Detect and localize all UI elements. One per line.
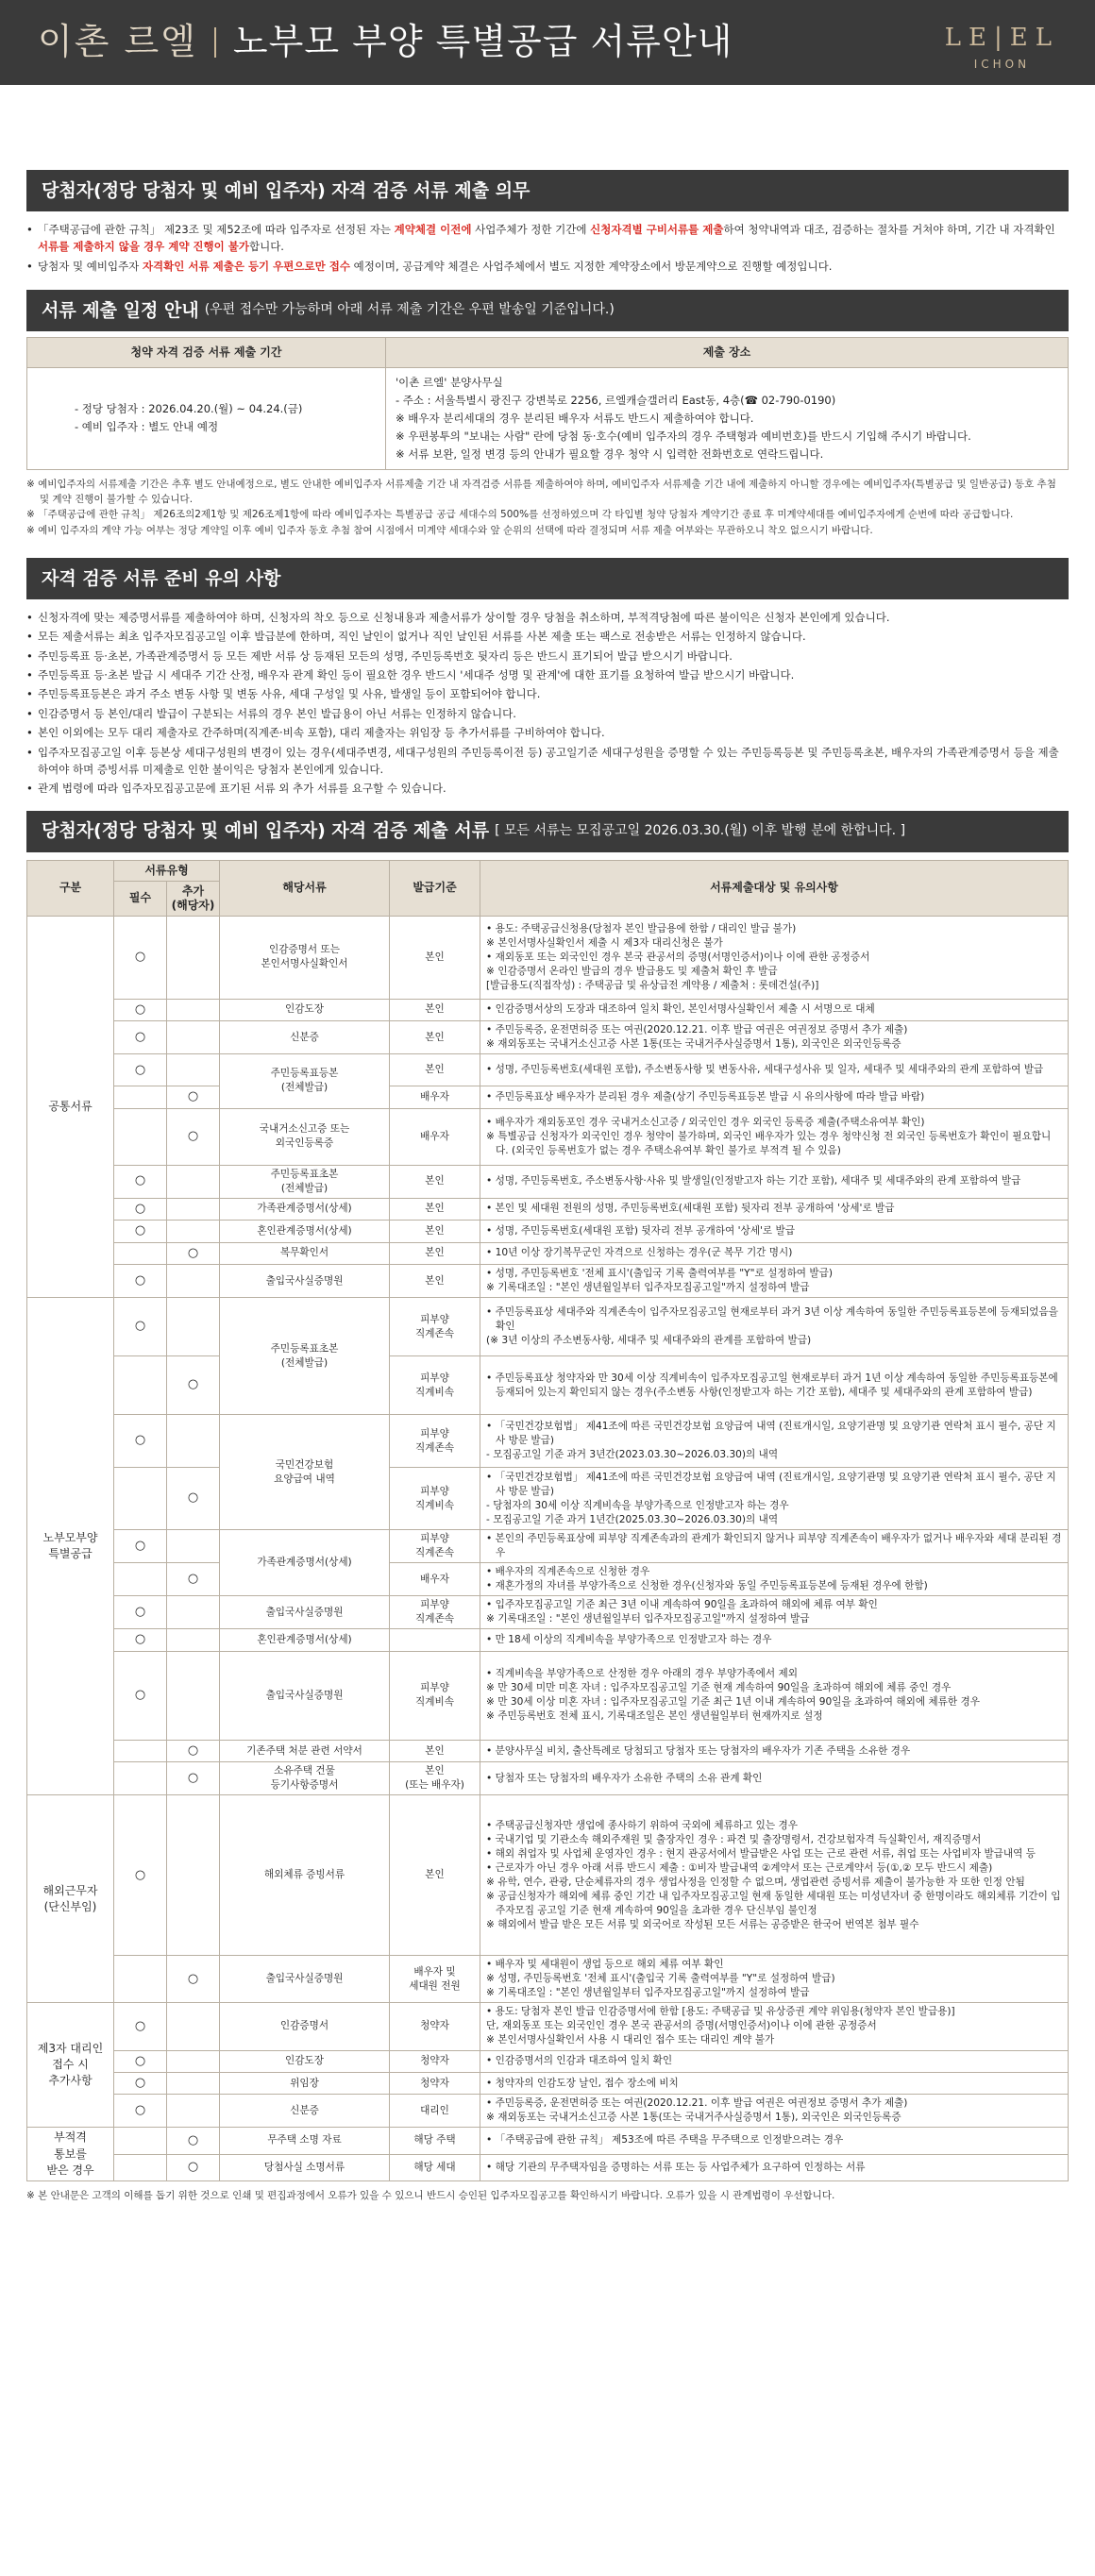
condition-line: • 주민등록표상 배우자가 분리된 경우 제출(상기 주민등록표등본 발급 시 유의사항에 따라 발급 바람) (486, 1090, 925, 1103)
document-row (27, 1563, 1069, 1596)
required-mark: ○ (114, 1629, 167, 1651)
condition-line: • 분양사무실 비치, 출산특례로 당첨되고 당첨자 또는 당첨자의 배우자가 기존 주택을 소유한 경우 (486, 1744, 911, 1757)
additional-mark (167, 1165, 220, 1198)
footnote: ※ 본 안내문은 고객의 이해를 돕기 위한 것으로 인쇄 및 편집과정에서 오류가 있을 수 있으니 반드시 승인된 입주자모집공고를 확인하시기 바랍니다. 오류가 있을 시 관계법령이 우선합니다. (26, 2189, 835, 2201)
document-row (27, 916, 1069, 999)
schedule-period: - 정당 당첨자 : 2026.04.20.(월) ~ 04.24.(금) - 예비 입주자 : 별도 안내 예정 (27, 367, 386, 469)
required-mark (114, 1563, 167, 1596)
conditions (480, 1086, 1069, 1108)
caution-item: • 인감증명서 등 본인/대리 발급이 구분되는 서류의 경우 본인 발급용이 아닌 서류는 인정하지 않습니다. (26, 705, 1069, 722)
document-name: 소유주택 건물 등기사항증명서 (220, 1762, 390, 1795)
issuance-basis: 피부양 직계존속 (390, 1415, 480, 1468)
condition-line: • 성명, 주민등록번호(세대원 포함), 주소변동사항 및 변동사유, 세대구성사유 및 일자, 세대주 및 세대주와의 관계 포함하여 발급 (486, 1064, 1044, 1076)
issuance-basis: 피부양 직계비속 (390, 1651, 480, 1740)
condition-line: • 근로자가 아닌 경우 아래 서류 반드시 제출 : ①비자 발급내역 ②계약서 또는 근로계약서 등(①,② 모두 반드시 제출) (486, 1861, 993, 1874)
page-title: 노부모 부양 특별공급 서류안내 (232, 21, 733, 63)
document-name: 신분증 (220, 1021, 390, 1054)
issuance-basis: 피부양 직계존속 (390, 1298, 480, 1356)
conditions (480, 2154, 1069, 2180)
document-name: 출입국사실증명원 (220, 1956, 390, 2003)
schedule-col-period: 청약 자격 검증 서류 제출 기간 (27, 338, 386, 368)
condition-line: • 당첨자 또는 당첨자의 배우자가 소유한 주택의 소유 관계 확인 (486, 1772, 763, 1784)
obligation-list (26, 221, 1069, 275)
condition-line: • 주택공급신청자만 생업에 종사하기 위하여 국외에 체류하고 있는 경우 (486, 1819, 798, 1831)
additional-mark: ○ (167, 1956, 220, 2003)
additional-mark (167, 1596, 220, 1629)
additional-mark (167, 1198, 220, 1220)
conditions (480, 1021, 1069, 1054)
required-mark: ○ (114, 999, 167, 1020)
issuance-basis: 본인 (390, 916, 480, 999)
document-row (27, 2072, 1069, 2094)
required-mark (114, 1108, 167, 1165)
document-row (27, 1629, 1069, 1651)
document-row (27, 1221, 1069, 1242)
condition-line: ※ 본인서명사실확인서 사용 시 대리인 접수 또는 대리인 계약 불가 (486, 2034, 775, 2046)
conditions (480, 1530, 1069, 1563)
brand-name: 이촌 르엘 (38, 21, 197, 63)
section-schedule-title: 서류 제출 일정 안내 (우편 접수만 가능하며 아래 서류 제출 기간은 우편 발송일 기준입니다.) (26, 290, 1069, 331)
condition-line: • 배우자가 재외동포인 경우 국내거소신고증 / 외국인인 경우 외국인 등록증 제출(주택소유여부 확인) (486, 1116, 925, 1128)
document-row (27, 1108, 1069, 1165)
issuance-basis: 본인 (390, 1165, 480, 1198)
condition-line: ※ 만 30세 이상 미혼 자녀 : 입주자모집공고일 기준 최근 1년 이내 계속하여 90일을 초과하여 해외에 체류한 경우 (486, 1696, 980, 1709)
section-obligation-title: 당첨자(정당 당첨자 및 예비 입주자) 자격 검증 서류 제출 의무 (26, 170, 1069, 211)
additional-mark (167, 1415, 220, 1468)
condition-line: ※ 인감증명서 온라인 발급의 경우 발급용도 및 제출처 확인 후 발급 (486, 965, 778, 977)
required-mark: ○ (114, 1021, 167, 1054)
logo-mark: LE|EL (944, 24, 1059, 52)
document-row (27, 1298, 1069, 1356)
conditions (480, 1265, 1069, 1298)
condition-line: • 10년 이상 장기복무군인 자격으로 신청하는 경우(군 복무 기간 명시) (486, 1247, 793, 1259)
document-row (27, 1415, 1069, 1468)
col-doc-type: 서류유형 (114, 860, 220, 881)
additional-mark (167, 1651, 220, 1740)
document-row (27, 1468, 1069, 1530)
condition-line: ※ 해외에서 발급 받은 모든 서류 및 외국어로 작성된 모든 서류는 공증받은 한국어 번역본 첨부 필수 (486, 1918, 919, 1930)
caution-item: • 주민등록표등본은 과거 주소 변동 사항 및 변동 사유, 세대 구성일 및 사유, 발생일 등이 포함되어야 합니다. (26, 685, 1069, 702)
document-name: 가족관계증명서(상세) (220, 1530, 390, 1596)
col-group: 구분 (27, 860, 114, 916)
document-name: 해외체류 증빙서류 (220, 1795, 390, 1956)
additional-mark: ○ (167, 2154, 220, 2180)
document-name: 가족관계증명서(상세) (220, 1198, 390, 1220)
required-mark (114, 2154, 167, 2180)
condition-line: • 「국민건강보험법」 제41조에 따른 국민건강보험 요양급여 내역 (진료개시일, 요양기관명 및 요양기관 연락처 표시 필수, 공단 지사 방문 발급) (486, 1421, 1056, 1447)
issuance-basis: 청약자 (390, 2050, 480, 2072)
document-name: 복무확인서 (220, 1242, 390, 1264)
document-name: 주민등록표초본 (전체발급) (220, 1165, 390, 1198)
required-mark: ○ (114, 1054, 167, 1086)
conditions (480, 2003, 1069, 2050)
condition-line: • 주민등록증, 운전면허증 또는 여권(2020.12.21. 이후 발급 여권은 여권정보 증명서 추가 제출) (486, 2097, 908, 2110)
required-mark: ○ (114, 2003, 167, 2050)
document-row (27, 2050, 1069, 2072)
document-row (27, 2095, 1069, 2128)
condition-line: • 주민등록표상 세대주와 직계존속이 입주자모집공고일 현재로부터 과거 3년 이상 계속하여 동일한 주민등록표등본에 등재되었음을 확인 (486, 1306, 1059, 1333)
document-row (27, 1651, 1069, 1740)
caution-item: • 주민등록표 등·초본 발급 시 세대주 기간 산정, 배우자 관계 확인 등이 필요한 경우 반드시 '세대주 성명 및 관계'에 대한 표기를 요청하여 발급 받으시기 바랍니다. (26, 666, 1069, 683)
document-name: 주민등록표초본 (전체발급) (220, 1298, 390, 1415)
condition-line: • 주민등록표상 청약자와 만 30세 이상 직계비속이 입주자모집공고일 현재로부터 과거 1년 이상 계속하여 동일한 주민등록표등본에 등재되어 있는지 확인되지 않는 경우(주소변동 사항(인정받고자 하는 기간 포함), 세대주 및 세대주와의 관계 포함하여 발급) (486, 1372, 1058, 1398)
condition-line: ※ 기록대조일 : "본인 생년월일부터 입주자모집공고일"까지 설정하여 발급 (486, 1987, 810, 1999)
condition-line: • 「주택공급에 관한 규칙」 제53조에 따른 주택을 무주택으로 인정받으려는 경우 (486, 2134, 844, 2147)
additional-mark: ○ (167, 1762, 220, 1795)
condition-line: • 재혼가정의 자녀를 부양가족으로 신청한 경우(신청자와 동일 주민등록표등본에 등재된 경우에 한함) (486, 1580, 928, 1592)
issuance-basis: 본인 (390, 1795, 480, 1956)
required-mark: ○ (114, 1530, 167, 1563)
condition-line: • 본인의 주민등록표상에 피부양 직계존속과의 관계가 확인되지 않거나 피부양 직계존속이 배우자가 없거나 배우자와 세대 분리된 경우 (486, 1533, 1062, 1559)
condition-line: • 인감증명서상의 도장과 대조하여 일치 확인, 본인서명사실확인서 제출 시 서명으로 대체 (486, 1003, 875, 1016)
required-mark (114, 1242, 167, 1264)
issuance-basis: 본인 (390, 1740, 480, 1761)
logo-sub: ICHON (973, 58, 1031, 72)
condition-line: 단, 재외동포 또는 외국인인 경우 본국 관공서의 증명(서명인증서)이나 이에 관한 공정증서 (486, 2020, 877, 2032)
schedule-place: '이촌 르엘' 분양사무실 - 주소 : 서울특별시 광진구 강변북로 2256, 르엘캐슬갤러리 East동, 4층(☎ 02-790-0190) ※ 배우자 분리세대의 경우 분리된 배우자 서류도 반드시 제출하여야 합니다. ※ 우편봉투의 "보내는 사람" 란에 당첨 동·호수(예비 입주자의 경우 주택형과 예비번호)를 반드시 기입해 주시기 바랍니다. ※ 서류 보완, 일정 변경 등의 안내가 필요할 경우 청약 시 입력한 전화번호로 연락드립니다. (386, 367, 1069, 469)
document-row (27, 1530, 1069, 1563)
required-mark (114, 1468, 167, 1530)
document-row (27, 1265, 1069, 1298)
document-name: 당첨사실 소명서류 (220, 2154, 390, 2180)
additional-mark: ○ (167, 1086, 220, 1108)
document-row (27, 1956, 1069, 2003)
issuance-basis: 해당 세대 (390, 2154, 480, 2180)
col-conditions: 서류제출대상 및 유의사항 (480, 860, 1069, 916)
condition-line: • 성명, 주민등록번호(세대원 포함) 뒷자리 전부 공개하여 '상세'로 발급 (486, 1224, 795, 1237)
conditions (480, 1415, 1069, 1468)
document-row (27, 1356, 1069, 1415)
conditions (480, 1651, 1069, 1740)
condition-line: ※ 유학, 연수, 관광, 단순체류자의 경우 생업사정을 인정할 수 없으며, 생업관련 증빙서류 제출이 불가능한 자 또한 인정 안됨 (486, 1876, 1025, 1888)
condition-line: • 용도: 당첨자 본인 발급 인감증명서에 한함 [용도: 주택공급 및 유상증권 계약 위임용(청약자 본인 발급용)] (486, 2006, 955, 2018)
condition-line: • 「국민건강보험법」 제41조에 따른 국민건강보험 요양급여 내역 (진료개시일, 요양기관명 및 요양기관 연락처 표시 필수, 공단 지사 방문 발급) (486, 1471, 1056, 1497)
issuance-basis: 본인 (390, 999, 480, 1020)
conditions (480, 1165, 1069, 1198)
obligation-item: • 「주택공급에 관한 규칙」 제23조 및 제52조에 따라 입주자로 선정된 자는 계약체결 이전에 사업주체가 정한 기간에 신청자격별 구비서류를 제출하여 청약내역과 대조, 검증하는 절차를 거쳐야 하며, 기간 내 자격확인 서류를 제출하지 않을 경우 계약 진행이 불가합니다. (26, 221, 1069, 256)
document-name: 국내거소신고증 또는 외국인등록증 (220, 1108, 390, 1165)
condition-line: • 성명, 주민등록번호 '전체 표시'(출입국 기록 출력여부를 "Y"로 설정하여 발급) (486, 1268, 834, 1280)
required-mark: ○ (114, 1198, 167, 1220)
issuance-basis: 본인 (390, 1198, 480, 1220)
additional-mark: ○ (167, 1468, 220, 1530)
required-mark: ○ (114, 1415, 167, 1468)
document-name: 인감증명서 (220, 2003, 390, 2050)
required-mark: ○ (114, 2050, 167, 2072)
conditions (480, 1198, 1069, 1220)
condition-line: • 인감증명서의 인감과 대조하여 일치 확인 (486, 2055, 673, 2067)
document-row (27, 999, 1069, 1020)
condition-line: • 재외동포 또는 외국인인 경우 본국 관공서의 증명(서명인증서)이나 이에 관한 공정증서 (486, 951, 870, 963)
condition-line: ※ 기록대조일 : "본인 생년월일부터 입주자모집공고일"까지 설정하여 발급 (486, 1613, 810, 1625)
caution-list (26, 609, 1069, 798)
condition-line: • 배우자의 직계존속으로 신청한 경우 (486, 1566, 650, 1578)
issuance-basis: 청약자 (390, 2003, 480, 2050)
conditions (480, 2128, 1069, 2154)
condition-line: - 모집공고일 기준 과거 3년간(2023.03.30~2026.03.30)의 내역 (486, 1449, 779, 1461)
condition-line: • 용도: 주택공급신청용(당첨자 본인 발급용에 한함 / 대리인 발급 불가) (486, 922, 797, 934)
additional-mark (167, 1265, 220, 1298)
condition-line: • 만 18세 이상의 직계비속을 부양가족으로 인정받고자 하는 경우 (486, 1634, 772, 1646)
conditions (480, 1298, 1069, 1356)
conditions (480, 1468, 1069, 1530)
required-mark: ○ (114, 916, 167, 999)
col-required: 필수 (114, 881, 167, 916)
conditions (480, 1242, 1069, 1264)
caution-item: • 모든 제출서류는 최초 입주자모집공고일 이후 발급분에 한하며, 직인 날인이 없거나 직인 날인된 서류를 사본 제출 또는 팩스로 전송받은 서류는 인정하지 않습니다. (26, 628, 1069, 645)
additional-mark: ○ (167, 1242, 220, 1264)
document-name: 출입국사실증명원 (220, 1265, 390, 1298)
col-document: 해당서류 (220, 860, 390, 916)
conditions (480, 2095, 1069, 2128)
additional-mark (167, 1530, 220, 1563)
required-mark (114, 1356, 167, 1415)
condition-line: • 성명, 주민등록번호, 주소변동사항·사유 및 발생일(인정받고자 하는 기간 포함), 세대주 및 세대주와의 관계 포함하여 발급 (486, 1175, 1021, 1187)
condition-line: [발급용도(직접작성) : 주택공급 및 유상급전 계약용 / 제출처 : 롯데건설(주)] (486, 979, 819, 991)
required-mark: ○ (114, 1596, 167, 1629)
document-row (27, 1165, 1069, 1198)
document-row (27, 1795, 1069, 1956)
conditions (480, 1108, 1069, 1165)
section-documents-title: 당첨자(정당 당첨자 및 예비 입주자) 자격 검증 제출 서류 [ 모든 서류는 모집공고일 2026.03.30.(월) 이후 발행 분에 한합니다. ] (26, 811, 1069, 852)
condition-line: ※ 재외동포는 국내거소신고증 사본 1통(또는 국내거주사실증명서 1통), 외국인은 외국인등록증 (486, 2112, 901, 2124)
additional-mark (167, 1298, 220, 1356)
condition-line: ※ 만 30세 미만 미혼 자녀 : 입주자모집공고일 기준 현재 계속하여 90일을 초과하여 해외에 체류 중인 경우 (486, 1682, 952, 1694)
schedule-notes: ※ 예비입주자의 서류제출 기간은 추후 별도 안내예정으로, 별도 안내한 예비입주자 서류제출 기간 내 자격검증 서류를 제출하여야 하며, 예비입주자 서류제출 기간 내에 제출하지 아니할 경우에는 예비입주자(특별공급 및 일반공급) 동호 추첨 및 계약 진행이 불가할 수 있습니다. ※ 「주택공급에 관한 규칙」 제26조의2제1항 및 제26조제1항에 따라 예비입주자는 특별공급 공급 세대수의 500%를 선정하였으며 각 타입별 청약 당첨자 계약기간 종료 후 미계약세대를 예비입주자에게 순번에 따라 공급합니다. ※ 예비 입주자의 계약 가능 여부는 정당 계약일 이후 예비 입주자 동호 추첨 참여 시점에서 미계약 세대수와 앞 순위의 선택에 따라 결정되며 서류 제출 여부와는 무관하오니 착오 없으시기 바랍니다. (26, 478, 1056, 537)
document-name: 혼인관계증명서(상세) (220, 1221, 390, 1242)
required-mark (114, 1956, 167, 2003)
schedule-table (26, 337, 1069, 470)
document-name: 혼인관계증명서(상세) (220, 1629, 390, 1651)
conditions (480, 1629, 1069, 1651)
document-name: 위임장 (220, 2072, 390, 2094)
additional-mark (167, 2003, 220, 2050)
condition-line: • 배우자 및 세대원이 생업 등으로 해외 체류 여부 확인 (486, 1959, 724, 1971)
issuance-basis: 피부양 직계비속 (390, 1468, 480, 1530)
issuance-basis: 배우자 (390, 1086, 480, 1108)
condition-line: • 입주자모집공고일 기준 최근 3년 이내 계속하여 90일을 초과하여 해외에 체류 여부 확인 (486, 1599, 878, 1611)
document-row (27, 2128, 1069, 2154)
condition-line: • 청약자의 인감도장 날인, 접수 장소에 비치 (486, 2077, 679, 2089)
required-mark: ○ (114, 1795, 167, 1956)
caution-item: • 신청자격에 맞는 제증명서류를 제출하여야 하며, 신청자의 착오 등으로 신청내용과 제출서류가 상이할 경우 당첨을 취소하며, 부적격당첨에 따른 불이익은 신청자 본인에게 있습니다. (26, 609, 1069, 626)
caution-item: • 주민등록표 등·초본, 가족관계증명서 등 모든 제반 서류 상 등재된 모든의 성명, 주민등록번호 뒷자리 등은 반드시 표기되어 발급 받으시기 바랍니다. (26, 648, 1069, 665)
condition-line: (※ 3년 이상의 주소변동사항, 세대주 및 세대주와의 관계를 포함하여 발급) (486, 1335, 812, 1347)
condition-line: ※ 본인서명사실확인서 제출 시 제3자 대리신청은 불가 (486, 936, 723, 949)
category-cell: 제3자 대리인 접수 시 추가사항 (27, 2003, 114, 2128)
document-row (27, 1054, 1069, 1086)
required-mark (114, 1762, 167, 1795)
additional-mark (167, 999, 220, 1020)
category-cell: 부적격 통보를 받은 경우 (27, 2128, 114, 2180)
condition-line: • 본인 및 세대원 전원의 성명, 주민등록번호(세대원 포함) 뒷자리 전부 공개하여 '상세'로 발급 (486, 1203, 895, 1215)
document-name: 인감도장 (220, 2050, 390, 2072)
issuance-basis: 청약자 (390, 2072, 480, 2094)
conditions (480, 1740, 1069, 1761)
content (0, 85, 1095, 2202)
category-cell: 해외근무자 (단신부임) (27, 1795, 114, 2003)
col-basis: 발급기준 (390, 860, 480, 916)
condition-line: ※ 재외동포는 국내거소신고증 사본 1통(또는 국내거주사실증명서 1통), 외국인은 외국인등록증 (486, 1038, 901, 1051)
issuance-basis: 배우자 (390, 1108, 480, 1165)
condition-line: ※ 특별공급 신청자가 외국인인 경우 청약이 불가하며, 외국인 배우자가 있는 경우 청약신청 전 외국인 등록번호가 확인이 필요합니다. (외국인 등록번호가 없는 경우 주택소유여부 확인 불가로 부적격 될 수 있음) (486, 1130, 1052, 1156)
issuance-basis: 본인 (390, 1021, 480, 1054)
required-mark (114, 1086, 167, 1108)
required-mark: ○ (114, 1221, 167, 1242)
conditions (480, 2072, 1069, 2094)
issuance-basis: 대리인 (390, 2095, 480, 2128)
category-cell: 공통서류 (27, 916, 114, 1297)
brand-logo (945, 21, 1059, 73)
additional-mark: ○ (167, 1563, 220, 1596)
conditions (480, 1596, 1069, 1629)
issuance-basis: 본인 (390, 1265, 480, 1298)
condition-line: ※ 성명, 주민등록번호 '전체 표시'(출입국 기록 출력여부를 "Y"로 설정하여 발급) (486, 1973, 835, 1985)
conditions (480, 1762, 1069, 1795)
issuance-basis: 본인 (390, 1221, 480, 1242)
issuance-basis: 피부양 직계존속 (390, 1596, 480, 1629)
obligation-item: • 당첨자 및 예비입주자 자격확인 서류 제출은 등기 우편으로만 접수 예정이며, 공급계약 체결은 사업주체에서 별도 지정한 계약장소에서 방문계약으로 진행할 예정입니다. (26, 258, 1069, 275)
document-row (27, 1740, 1069, 1761)
condition-line: ※ 주민등록번호 전체 표시, 기록대조일은 본인 생년월일부터 현재까지로 설정 (486, 1710, 823, 1723)
required-mark (114, 2128, 167, 2154)
required-mark (114, 1740, 167, 1761)
issuance-basis: 피부양 직계존속 (390, 1530, 480, 1563)
document-name: 무주택 소명 자료 (220, 2128, 390, 2154)
condition-line: • 해당 기관의 무주택자임을 증명하는 서류 또는 등 사업주체가 요구하여 인정하는 서류 (486, 2161, 866, 2173)
caution-item: • 관계 법령에 따라 입주자모집공고문에 표기된 서류 외 추가 서류를 요구할 수 있습니다. (26, 780, 1069, 797)
conditions (480, 1795, 1069, 1956)
additional-mark (167, 1054, 220, 1086)
condition-line: • 주민등록증, 운전면허증 또는 여권(2020.12.21. 이후 발급 여권은 여권정보 증명서 추가 제출) (486, 1024, 908, 1036)
caution-item: • 입주자모집공고일 이후 등본상 세대구성원의 변경이 있는 경우(세대주변경, 세대구성원의 주민등록이전 등) 공고일기준 세대구성원을 증명할 수 있는 주민등록등본 및 주민등록초본, 배우자의 가족관계증명서 등을 제출하여야 하며 증빙서류 미제출로 인한 불이익은 당첨자 본인에게 있습니다. (26, 744, 1069, 779)
condition-line: - 당첨자의 30세 이상 직계비속을 부양가족으로 인정받고자 하는 경우 (486, 1499, 789, 1511)
document-name: 인감증명서 또는 본인서명사실확인서 (220, 916, 390, 999)
conditions (480, 1356, 1069, 1415)
issuance-basis: 해당 주택 (390, 2128, 480, 2154)
required-mark: ○ (114, 1651, 167, 1740)
additional-mark: ○ (167, 1356, 220, 1415)
required-mark: ○ (114, 1298, 167, 1356)
document-name: 신분증 (220, 2095, 390, 2128)
additional-mark (167, 2095, 220, 2128)
additional-mark (167, 1629, 220, 1651)
document-name: 주민등록표등본 (전체발급) (220, 1054, 390, 1108)
issuance-basis: 배우자 및 세대원 전원 (390, 1956, 480, 2003)
additional-mark (167, 1221, 220, 1242)
header-divider (214, 27, 216, 58)
document-row (27, 1086, 1069, 1108)
document-row (27, 1762, 1069, 1795)
documents-table (26, 860, 1069, 2181)
conditions (480, 1956, 1069, 2003)
issuance-basis (390, 1629, 480, 1651)
document-name: 출입국사실증명원 (220, 1596, 390, 1629)
condition-line: • 국내기업 및 기관소속 해외주재원 및 출장자인 경우 : 파견 및 출장명령서, 건강보험자격 득실확인서, 재직증명서 (486, 1833, 982, 1845)
required-mark: ○ (114, 2072, 167, 2094)
condition-line: • 직계비속을 부양가족으로 산정한 경우 아래의 경우 부양가족에서 제외 (486, 1668, 798, 1680)
document-row (27, 2003, 1069, 2050)
section-caution-title: 자격 검증 서류 준비 유의 사항 (26, 558, 1069, 599)
additional-mark (167, 1795, 220, 1956)
conditions (480, 916, 1069, 999)
required-mark: ○ (114, 2095, 167, 2128)
document-name: 기존주택 처분 관련 서약서 (220, 1740, 390, 1761)
document-name: 출입국사실증명원 (220, 1651, 390, 1740)
condition-line: • 해외 취업자 및 사업체 운영자인 경우 : 현지 관공서에서 발급받은 사업 또는 근로 관련 서류, 취업 또는 사업비자 발급내역 등 (486, 1847, 1036, 1860)
additional-mark: ○ (167, 1108, 220, 1165)
issuance-basis: 본인 (390, 1054, 480, 1086)
additional-mark (167, 916, 220, 999)
page-header (0, 0, 1095, 85)
issuance-basis: 배우자 (390, 1563, 480, 1596)
issuance-basis: 피부양 직계비속 (390, 1356, 480, 1415)
conditions (480, 1221, 1069, 1242)
required-mark: ○ (114, 1165, 167, 1198)
condition-line: - 모집공고일 기준 과거 1년간(2025.03.30~2026.03.30)의 내역 (486, 1513, 779, 1525)
additional-mark (167, 2050, 220, 2072)
required-mark: ○ (114, 1265, 167, 1298)
category-cell: 노부모부양 특별공급 (27, 1298, 114, 1795)
conditions (480, 2050, 1069, 2072)
document-row (27, 1021, 1069, 1054)
additional-mark: ○ (167, 1740, 220, 1761)
additional-mark (167, 2072, 220, 2094)
conditions (480, 1054, 1069, 1086)
conditions (480, 999, 1069, 1020)
document-name: 국민건강보험 요양급여 내역 (220, 1415, 390, 1530)
issuance-basis: 본인 (또는 배우자) (390, 1762, 480, 1795)
additional-mark: ○ (167, 2128, 220, 2154)
condition-line: ※ 기록대조일 : "본인 생년월일부터 입주자모집공고일"까지 설정하여 발급 (486, 1282, 810, 1294)
document-name: 인감도장 (220, 999, 390, 1020)
conditions (480, 1563, 1069, 1596)
document-row (27, 1242, 1069, 1264)
schedule-col-place: 제출 장소 (386, 338, 1069, 368)
document-row (27, 1596, 1069, 1629)
document-row (27, 2154, 1069, 2180)
document-row (27, 1198, 1069, 1220)
issuance-basis: 본인 (390, 1242, 480, 1264)
condition-line: ※ 공급신청자가 해외에 체류 중인 기간 내 입주자모집공고일 현재 동일한 세대원 또는 미성년자녀 중 한명이라도 해외체류 기간이 입주자모집 공고일 기준 현재 계속하여 90일을 초과한 경우 단신부임 불인정 (486, 1890, 1061, 1916)
col-additional: 추가 (해당자) (167, 881, 220, 916)
caution-item: • 본인 이외에는 모두 대리 제출자로 간주하며(직계존·비속 포함), 대리 제출자는 위임장 등 추가서류를 구비하여야 합니다. (26, 724, 1069, 741)
additional-mark (167, 1021, 220, 1054)
